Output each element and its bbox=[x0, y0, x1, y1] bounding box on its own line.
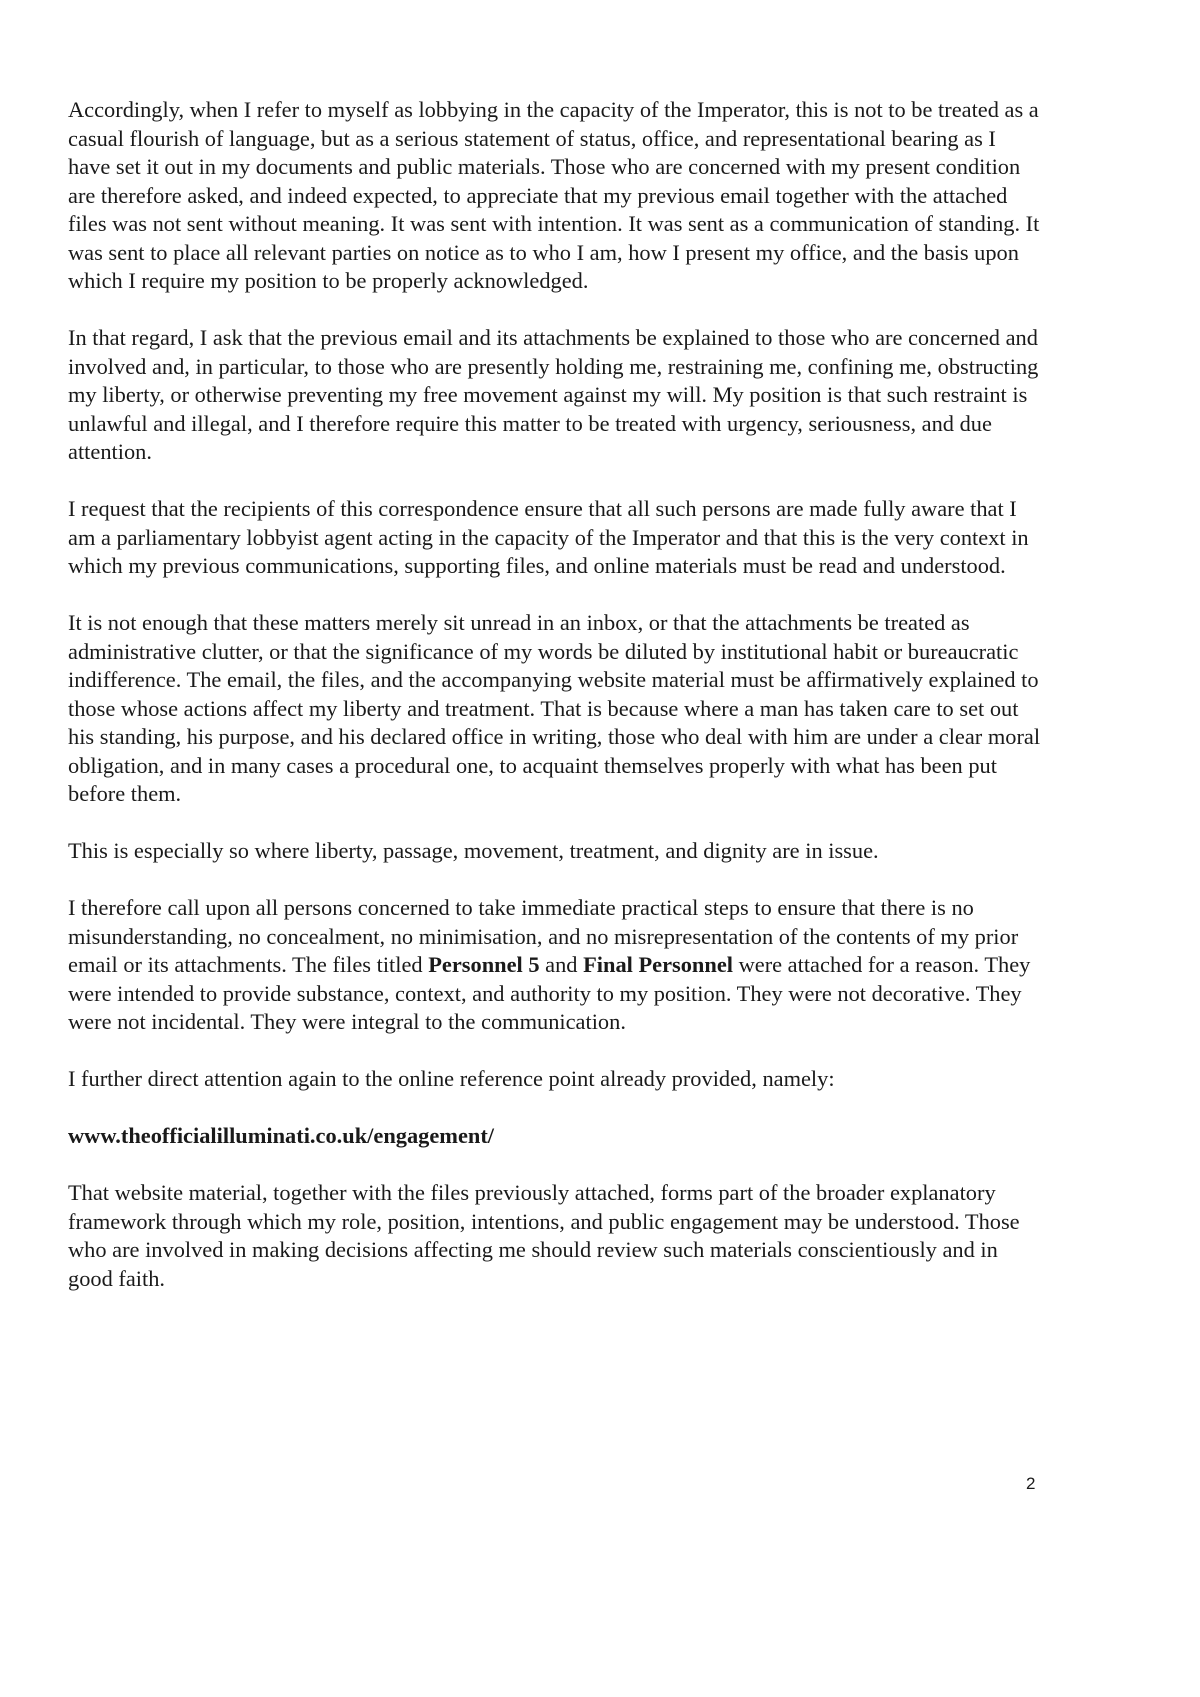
paragraph-6-text-b: and bbox=[539, 952, 584, 977]
paragraph-7: I further direct attention again to the online reference point already provided, namely: bbox=[68, 1066, 835, 1091]
paragraph-1: Accordingly, when I refer to myself as lobbying in the capacity of the Imperator, this is not to be treated as a casual flourish of language, but as a serious statement of status, office, and representational bearing as I have set it out in my documents and public materials. Those who are concerned with my present condition are therefore asked, and indeed expected, to appreciate that my previous email together with the attached files was not sent without meaning. It was sent with intention. It was sent as a communication of standing. It was sent to place all relevant parties on notice as to who I am, how I present my office, and the basis upon which I require my position to be properly acknowledged. bbox=[68, 97, 1040, 293]
paragraph-4: It is not enough that these matters merely sit unread in an inbox, or that the attachments be treated as administrative clutter, or that the significance of my words be diluted by institutional habit or bureaucratic indifference. The email, the files, and the accompanying website material must be affirmatively explained to those whose actions affect my liberty and treatment. That is because where a man has taken care to set out his standing, his purpose, and his declared office in writing, those who deal with him are under a clear moral obligation, and in many cases a procedural one, to acquaint themselves properly with what has been put before them. bbox=[68, 610, 1041, 806]
paragraph-3: I request that the recipients of this correspondence ensure that all such persons are made fully aware that I am a parliamentary lobbyist agent acting in the capacity of the Imperator and that this is the very context in which my previous communications, supporting files, and online materials must be read and understood. bbox=[68, 496, 1029, 578]
paragraph-6 bbox=[68, 894, 1043, 1037]
file-name-final-personnel: Final Personnel bbox=[583, 952, 733, 977]
paragraph-2: In that regard, I ask that the previous email and its attachments be explained to those who are concerned and involved and, in particular, to those who are presently holding me, restraining me, confining me, obstructing my liberty, or otherwise preventing my free movement against my will. My position is that such restraint is unlawful and illegal, and I therefore require this matter to be treated with urgency, seriousness, and due attention. bbox=[68, 325, 1039, 464]
reference-url: www.theofficialilluminati.co.uk/engagement/ bbox=[68, 1123, 495, 1148]
document-page bbox=[68, 96, 1043, 1322]
paragraph-6-text-c: were attached for a reason. They were intended to provide substance, context, and authority to my position. They were not decorative. They were not incidental. They were integral to the communication. bbox=[68, 952, 1031, 1034]
paragraph-5: This is especially so where liberty, passage, movement, treatment, and dignity are in issue. bbox=[68, 838, 879, 863]
paragraph-8: That website material, together with the files previously attached, forms part of the broader explanatory framework through which my role, position, intentions, and public engagement may be understood. Those who are involved in making decisions affecting me should review such materials conscientiously and in good faith. bbox=[68, 1180, 1020, 1291]
page-number: 2 bbox=[1026, 1474, 1036, 1493]
paragraph-6-text-a: I therefore call upon all persons concerned to take immediate practical steps to ensure that there is no misunderstanding, no concealment, no minimisation, and no misrepresentation of the contents of my prior email or its attachments. The files titled bbox=[68, 895, 1019, 977]
file-name-personnel-5: Personnel 5 bbox=[428, 952, 540, 977]
